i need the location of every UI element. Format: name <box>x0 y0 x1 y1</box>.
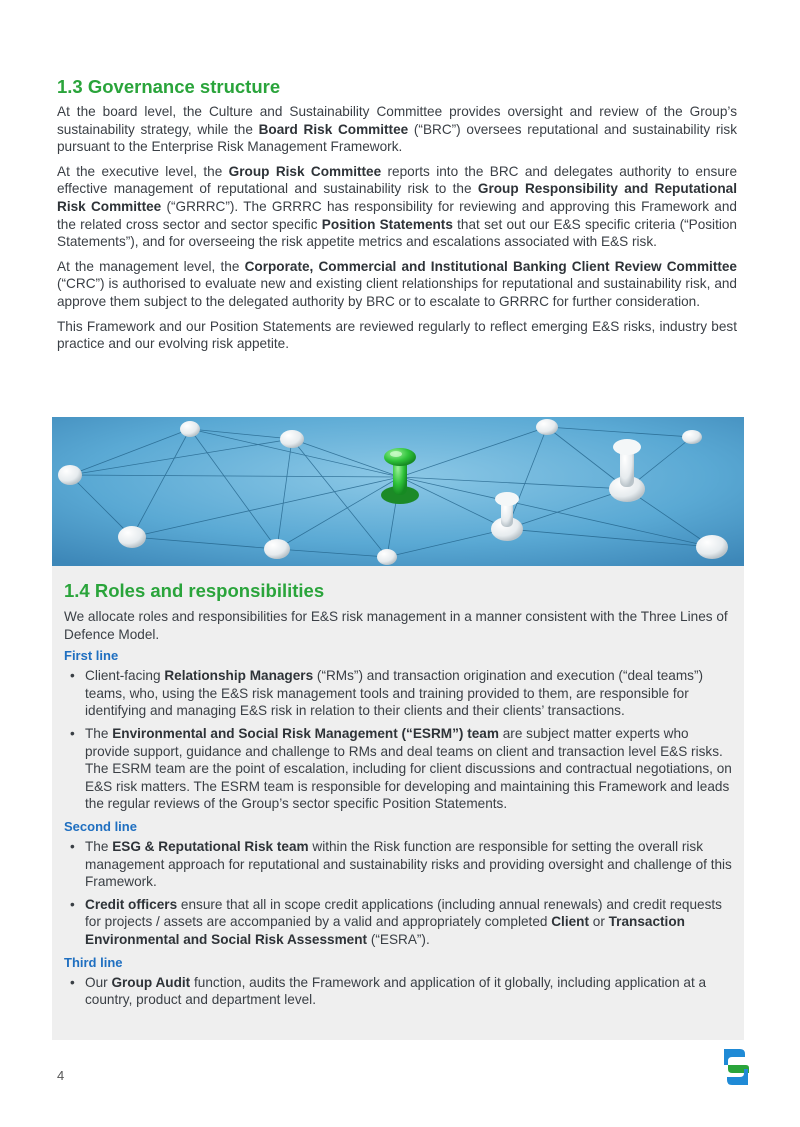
text: (“RMs”) and transaction origination and execution (“deal teams”) teams, who, using the E&S risk management tools and training provided to them, are responsible for identifying and managing E&S risk in relation to their clients and their clients’ transactions. <box>85 668 704 719</box>
bold-term: Credit officers <box>85 896 178 912</box>
second-line-list <box>64 838 732 949</box>
paragraph-executive-level <box>57 163 737 251</box>
text: (“BRC”) oversees reputational and sustainability risk pursuant to the Enterprise Risk Management Framework. <box>57 121 737 155</box>
bold-term: Corporate, Commercial and Institutional Banking Client Review Committee <box>244 258 737 274</box>
bold-term: Group Audit <box>111 974 191 990</box>
text: The <box>85 838 113 854</box>
bold-term: Relationship Managers <box>164 668 314 684</box>
paragraph-review: This Framework and our Position Statements are reviewed regularly to reflect emerging E&S risks, industry best practice and our evolving risk appetite. <box>57 318 737 352</box>
text: ensure that all in scope credit applications (including annual renewals) and credit requests for projects / assets are accompanied by a valid and appropriately completed <box>85 896 722 930</box>
paragraph-board-level <box>57 103 737 156</box>
text: (“GRRRC”). The GRRRC has responsibility for reviewing and approving this Framework and the related cross sector and sector specific <box>57 198 737 232</box>
list-item <box>64 974 732 1009</box>
section-heading: 1.4 Roles and responsibilities <box>64 580 325 601</box>
text: (“ESRA”). <box>367 931 430 947</box>
first-line-list <box>64 667 732 813</box>
text: or <box>588 914 609 930</box>
text: At the management level, the <box>57 258 245 274</box>
section-heading: 1.3 Governance structure <box>57 76 281 97</box>
bold-term: Group Risk Committee <box>228 163 382 179</box>
intro-paragraph: We allocate roles and responsibilities for E&S risk management in a manner consistent with the Three Lines of Defence Model. <box>64 609 728 642</box>
text: At the board level, the Culture and Sustainability Committee provides oversight and review of the Group’s sustainability strategy, while the <box>57 104 737 137</box>
list-item <box>64 896 732 949</box>
bold-term: Board Risk Committee <box>258 121 409 137</box>
bold-term: Client <box>551 914 589 930</box>
text: within the Risk function are responsible for setting the overall risk management approach for reputational and sustainability risks and providing oversight and challenge of this Framework. <box>85 838 732 890</box>
text: Our <box>85 974 112 990</box>
bold-term: Transaction Environmental and Social Risk Assessment <box>85 914 685 947</box>
list-item <box>64 667 732 720</box>
subheading-third-line: Third line <box>64 954 123 970</box>
roles-panel <box>52 566 744 1040</box>
bank-logo-icon <box>718 1045 754 1089</box>
subheading-first-line: First line <box>64 648 119 664</box>
bold-term: Group Responsibility and Reputational Risk Committee <box>57 181 738 214</box>
subheading-second-line: Second line <box>64 818 137 834</box>
bold-term: Position Statements <box>321 216 453 232</box>
text: The <box>85 725 113 741</box>
list-item <box>64 725 732 813</box>
roles-content <box>64 580 732 1014</box>
text: reports into the BRC and delegates authority to ensure effective management of reputational and sustainability risk to the <box>57 163 737 197</box>
third-line-list <box>64 974 732 1009</box>
text: At the executive level, the <box>57 163 229 179</box>
text: Client-facing <box>85 668 165 684</box>
text: that set out our E&S specific criteria (“Position Statements”), and for overseeing the risk appetite metrics and escalations associated with E&S risk. <box>57 216 737 250</box>
network-pins-photo <box>52 417 744 566</box>
page-number: 4 <box>57 1068 65 1083</box>
paragraph-management-level <box>57 258 737 311</box>
bold-term: ESG & Reputational Risk team <box>112 838 309 854</box>
text: function, audits the Framework and application of it globally, including application at a country, product and department level. <box>85 974 707 1008</box>
text: (“CRC”) is authorised to evaluate new and existing client relationships for reputational and sustainability risk, and approve them subject to the delegated authority by BRC or to escalate to GRRRC for further consideration. <box>57 276 737 309</box>
section-governance <box>57 76 737 360</box>
bold-term: Environmental and Social Risk Management (“ESRM”) team <box>112 725 499 741</box>
list-item <box>64 838 732 891</box>
text: are subject matter experts who provide support, guidance and challenge to RMs and deal teams on client and transaction level E&S risks. The ESRM team are the point of escalation, including for client discussions and contractual negotiations, on E&S risk matters. The ESRM team is responsible for developing and maintaining this Framework and leads the regular reviews of the Group’s sector specific Position Statements. <box>85 725 732 812</box>
